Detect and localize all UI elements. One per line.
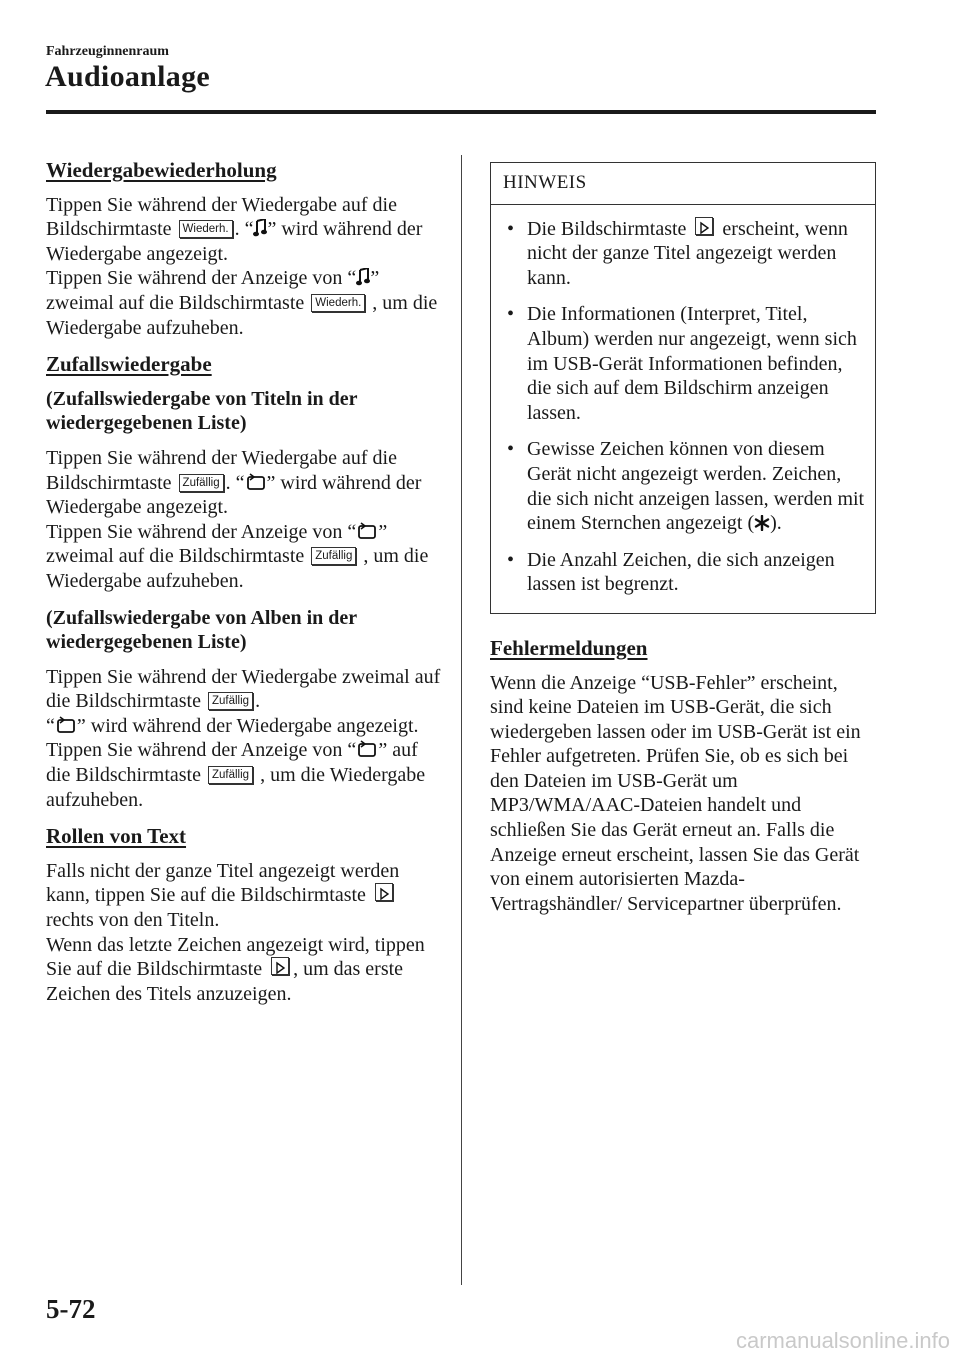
text: , um die Wiedergabe aufzuheben. xyxy=(46,291,438,339)
shuffle-button: Zufällig xyxy=(208,766,253,784)
asterisk-icon xyxy=(754,515,770,531)
text: Gewisse Zeichen können von diesem Gerät nicht angezeigt werden. Zeichen, die sich nicht anzeigen lassen, werden mit einem Sternchen angezeigt ( xyxy=(527,438,865,535)
text: Tippen Sie während der Anzeige von “ xyxy=(46,739,357,762)
text: Falls nicht der ganze Titel angezeigt werden kann, tippen Sie auf die Bildschirmtaste xyxy=(46,859,400,907)
music-note-icon xyxy=(253,219,267,237)
scroll-arrow-icon xyxy=(695,217,713,235)
text: Wenn das letzte Zeichen angezeigt wird, tippen Sie auf die Bildschirmtaste xyxy=(46,933,425,981)
paragraph xyxy=(46,859,446,1007)
shuffle-button: Zufällig xyxy=(208,692,253,710)
text: Die Anzahl Zeichen, die sich anzeigen lassen ist begrenzt. xyxy=(527,548,835,596)
text: ” zweimal auf die Bildschirmtaste xyxy=(46,267,380,314)
scroll-arrow-icon xyxy=(271,957,289,975)
list-item xyxy=(501,217,865,291)
text: Tippen Sie während der Anzeige von “ xyxy=(46,267,357,290)
text: , um das erste Zeichen des Titels anzuzeigen. xyxy=(46,958,404,1005)
text: ” wird während der Wiedergabe angezeigt. xyxy=(46,471,422,519)
shuffle-button: Zufällig xyxy=(311,547,356,565)
bullet: • xyxy=(507,217,515,240)
bullet: • xyxy=(507,548,515,571)
header-divider xyxy=(46,110,876,114)
list-item xyxy=(501,548,865,597)
section-label: Fahrzeuginnenraum xyxy=(46,44,169,59)
bullet: • xyxy=(507,438,515,461)
repeat-icon xyxy=(356,522,378,540)
watermark: carmanualsonline.info xyxy=(735,1328,950,1353)
shuffle-button: Zufällig xyxy=(179,474,224,492)
text: rechts von den Titeln. xyxy=(46,909,220,932)
paragraph xyxy=(46,446,446,594)
repeat-icon xyxy=(55,716,77,734)
text: Die Bildschirmtaste xyxy=(527,217,687,240)
subheading-shuffle-titles: (Zufallswiedergabe von Titeln in der wiedergegebenen Liste) xyxy=(46,387,358,435)
text: “ xyxy=(46,714,55,737)
column-divider xyxy=(461,155,462,1285)
paragraph: Wenn die Anzeige “USB-Fehler” erscheint, sind keine Dateien im USB-Gerät, die sich wiedergeben lassen oder im USB-Gerät ist ein Fehler aufgetreten. Prüfen Sie, ob es sich bei den Dateien im USB-Gerät um MP3/WMA/AAC-Dateien handelt und schließen Sie das Gerät erneut an. Falls die Anzeige erneut erscheint, lassen Sie das Gerät von einem autorisierten Mazda-Vertragshändler/ Servicepartner überprüfen. xyxy=(490,671,861,915)
text: , um die Wiedergabe aufzuheben. xyxy=(46,545,429,592)
repeat-button: Wiederh. xyxy=(311,294,365,312)
heading-error-messages: Fehlermeldungen xyxy=(490,635,648,660)
text: . “ xyxy=(225,471,245,494)
text: Tippen Sie während der Wiedergabe auf die Bildschirmtaste xyxy=(46,193,397,241)
text: . “ xyxy=(234,218,254,241)
heading-scroll-text: Rollen von Text xyxy=(46,824,187,849)
note-heading: HINWEIS xyxy=(491,163,875,205)
page-title: Audioanlage xyxy=(45,60,211,93)
repeat-icon xyxy=(356,740,378,758)
heading-shuffle: Zufallswiedergabe xyxy=(46,352,212,377)
repeat-icon xyxy=(245,473,267,491)
text: erscheint, wenn nicht der ganze Titel angezeigt werden kann. xyxy=(527,217,848,289)
heading-repeat: Wiedergabewiederholung xyxy=(46,158,277,182)
text: ” zweimal auf die Bildschirmtaste xyxy=(46,520,388,568)
scroll-arrow-icon xyxy=(375,883,393,901)
left-column xyxy=(46,158,446,1018)
paragraph xyxy=(46,665,446,813)
note-list xyxy=(491,205,875,613)
right-column xyxy=(490,162,876,928)
text: ” wird während der Wiedergabe angezeigt. xyxy=(76,714,419,737)
subheading-shuffle-albums: (Zufallswiedergabe von Alben in der wiedergegebenen Liste) xyxy=(46,606,357,654)
repeat-button: Wiederh. xyxy=(179,220,233,238)
text: ” wird während der Wiedergabe angezeigt. xyxy=(46,218,423,265)
list-item xyxy=(501,302,865,425)
paragraph xyxy=(46,193,446,341)
note-box xyxy=(490,162,876,614)
list-item xyxy=(501,437,865,535)
text: ” auf die Bildschirmtaste xyxy=(46,739,418,787)
text: Die Informationen (Interpret, Titel, Album) werden nur angezeigt, wenn sich im USB-Gerät Informationen befinden, die sich auf dem Bildschirm anzeigen lassen. xyxy=(527,303,857,424)
text: Tippen Sie während der Anzeige von “ xyxy=(46,520,357,543)
text: . xyxy=(255,690,261,713)
music-note-icon xyxy=(356,268,370,286)
bullet: • xyxy=(507,303,515,326)
text: Tippen Sie während der Wiedergabe zweimal auf die Bildschirmtaste xyxy=(46,665,441,713)
text: Tippen Sie während der Wiedergabe auf die Bildschirmtaste xyxy=(46,446,397,494)
page-number: 5-72 xyxy=(46,1294,96,1324)
text: , um die Wiedergabe aufzuheben. xyxy=(46,764,426,811)
text: ). xyxy=(770,512,782,535)
